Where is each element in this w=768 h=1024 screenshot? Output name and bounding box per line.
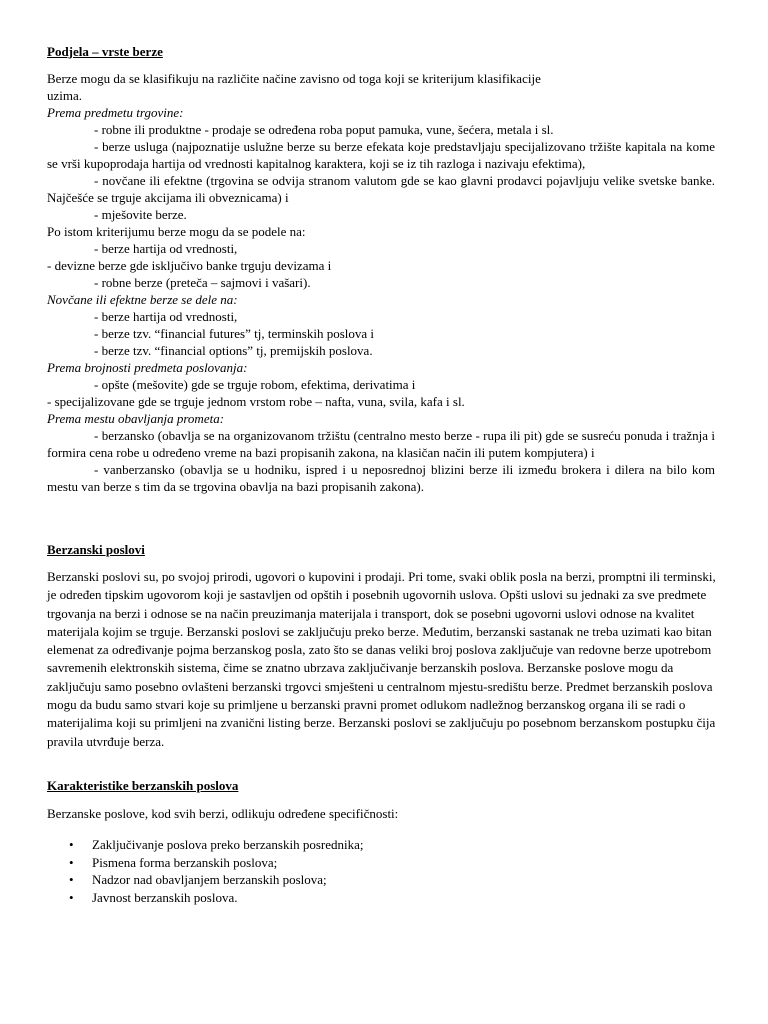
heading-berzanski-poslovi: Berzanski poslovi — [47, 542, 145, 557]
item-berzansko: - berzansko (obavlja se na organizovanom tržištu (centralno mesto berze - rupa ili pit) gde se susreću ponuda i tražnja i formira cena robe u određeno vreme na bazi propisanih zakona, na klasičan način ili putem kompjutera) i — [47, 428, 715, 460]
subheading-brojnosti-predmeta: Prema brojnosti predmeta poslovanja: — [47, 360, 248, 375]
item-opste-mesovite: - opšte (mešovite) gde se trguje robom, efektima, derivatima i — [94, 377, 416, 392]
item-novcane-berze: - novčane ili efektne (trgovina se odvija stranom valutom gde se kao glavni prodavci pojavljuju velike svetske banke. Najčešće se trguje akcijama ili obveznicama) i — [47, 173, 715, 205]
item-vanberzansko: - vanberzansko (obavlja se u hodniku, ispred i u neposrednoj blizini berze ili između brokera i dilera na bilo kom mestu van berze s tim da se trgovina obavlja na bazi propisanih zakona). — [47, 462, 715, 494]
item-berze-usluga: - berze usluga (najpoznatije uslužne berze su berze efekata koje predstavljaju specijalizovano tržište kapitala na kome se vrši kupoprodaja hartija od vrednosti kapitalnog karaktera, koji se iz tih razloga i nazivaju efektima), — [47, 139, 715, 171]
list-item: • Zaključivanje poslova preko berzanskih posrednika; — [47, 836, 363, 854]
item-devizne-berze: - devizne berze gde isključivo banke trguju devizama i — [47, 258, 332, 273]
list-item: • Nadzor nad obavljanjem berzanskih poslova; — [47, 871, 363, 889]
paragraph-berzanski-poslovi: Berzanski poslovi su, po svojoj prirodi, ugovori o kupovini i prodaji. Pri tome, svaki oblik posla na berzi, promptni ili terminski, je određen tipskim ugovorom koji je sastavljen od opštih i posebnih ugovornih uslova. Opšti uslovi su jednaki za sve predmete trgovanja na berzi i odnose se na način preuzimanja materijala i transport, dok se posebni ugovorni uslovi odnose na kvalitet materijala kojim se trguje. Berzanski poslovi se zaključuju preko berze. Međutim, berzanski sastanak ne treba uzimati kao bitan elemenat za određivanje pojma berzanskog posla, zato što se danas veliki broj poslova zaključuje van redovne berze upotrebom savremenih elektronskih sistema, čime se znatno ubrzava zaključivanje berzanskih poslova. Berzanske poslove mogu da zaključuju samo posebno ovlašteni berzanski trgovci smješteni u centralnom mjestu-središtu berze. Predmet berzanskih poslova mogu da budu samo stvari koje su primljene u berzanski pravni promet odlukom nadležnog berzanskog organa ili se radi o materijalima koji su primljeni na zvanični listing berze. Berzanski poslovi se zaključuju po posebnom berzanskom postupku čija pravila utvrđuje berza. — [47, 569, 716, 749]
list-item: • Pismena forma berzanskih poslova; — [47, 854, 363, 872]
paragraph-po-istom-kriterijumu: Po istom kriterijumu berze mogu da se podele na: — [47, 224, 306, 239]
intro-line-1: Berze mogu da se klasifikuju na različite načine zavisno od toga koji se kriterijum klasifikacije — [47, 71, 541, 86]
heading-podjela-vrste-berze: Podjela – vrste berze — [47, 44, 163, 59]
heading-karakteristike: Karakteristike berzanskih poslova — [47, 778, 239, 793]
section-vrste-berze — [47, 70, 715, 495]
item-robne-berze-sajmovi: - robne berze (preteča – sajmovi i vašari). — [94, 275, 311, 290]
subheading-mestu-obavljanja: Prema mestu obavljanja prometa: — [47, 411, 225, 426]
item-hartija-od-vrednosti: - berze hartija od vrednosti, — [94, 309, 238, 324]
list-karakteristike — [47, 836, 363, 906]
paragraph-karakteristike-intro: Berzanske poslove, kod svih berzi, odlikuju određene specifičnosti: — [47, 806, 399, 821]
subheading-prema-predmetu-trgovine: Prema predmetu trgovine: — [47, 105, 184, 120]
subheading-novcane-efektne: Novčane ili efektne berze se dele na: — [47, 292, 238, 307]
item-financial-options: - berze tzv. “financial options” tj, premijskih poslova. — [94, 343, 373, 358]
item-financial-futures: - berze tzv. “financial futures” tj, terminskih poslova i — [94, 326, 375, 341]
list-item: • Javnost berzanskih poslova. — [47, 889, 363, 907]
item-robne-berze: - robne ili produktne - prodaje se određena roba poput pamuka, vune, šećera, metala i sl. — [94, 122, 554, 137]
item-mjesovite-berze: - mješovite berze. — [94, 207, 187, 222]
intro-line-2: uzima. — [47, 88, 83, 103]
item-berze-hartija: - berze hartija od vrednosti, — [94, 241, 238, 256]
item-specijalizovane: - specijalizovane gde se trguje jednom vrstom robe – nafta, vuna, svila, kafa i sl. — [47, 394, 465, 409]
